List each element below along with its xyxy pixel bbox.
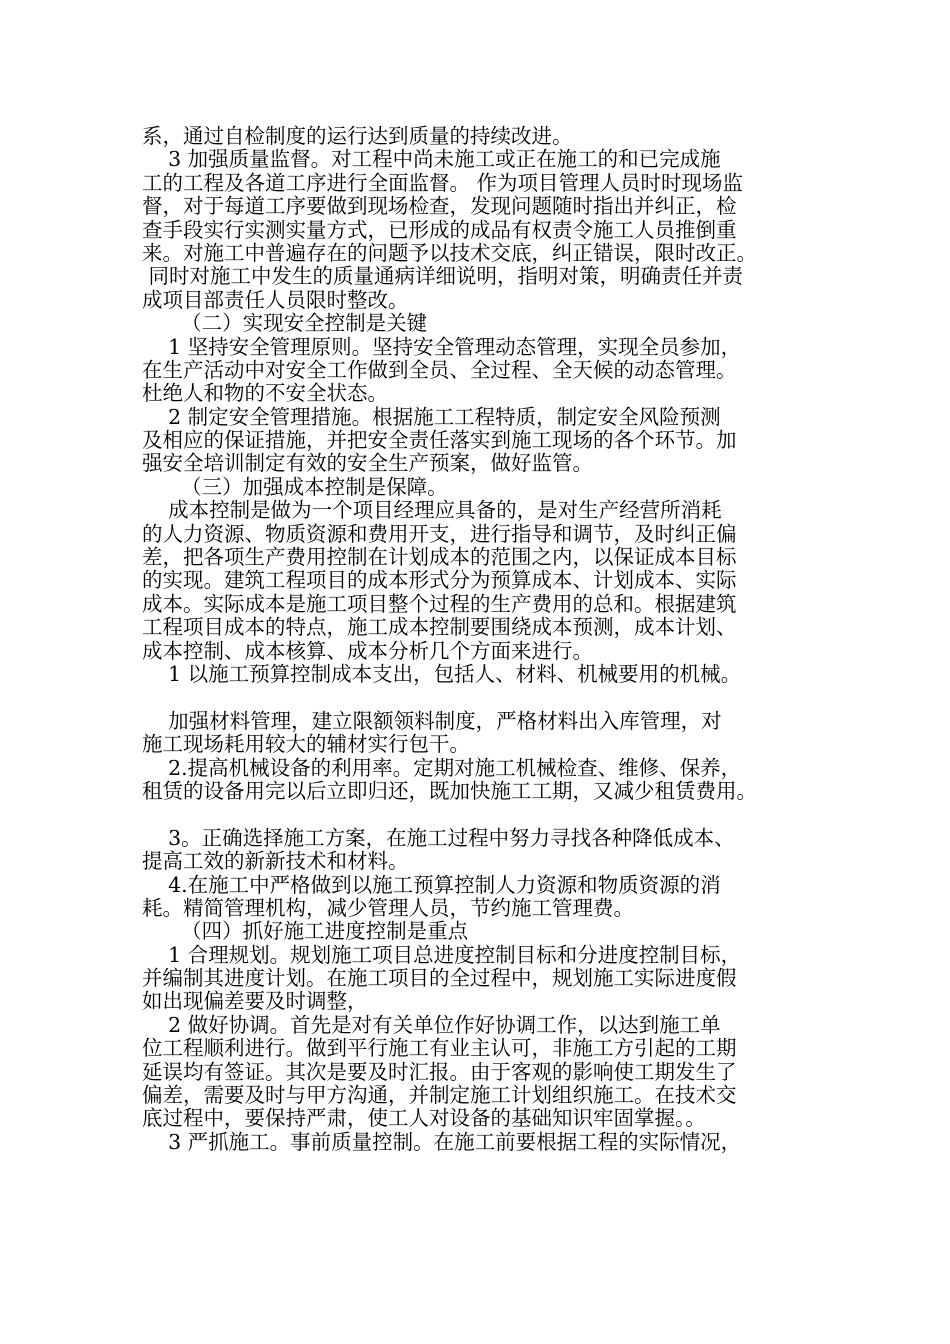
text-line: 3 加强质量监督。对工程中尚未施工或正在施工的和已完成施 — [142, 147, 721, 172]
text-line: 工程项目成本的特点，施工成本控制要围绕成本预测，成本计划、 — [142, 615, 737, 640]
text-line: （二）实现安全控制是关键 — [142, 311, 428, 336]
text-line: 成本控制是做为一个项目经理应具备的，是对生产经营所消耗 — [142, 498, 722, 523]
text-line: 提高工效的新新技术和材料。 — [142, 849, 409, 874]
text-line: 及相应的保证措施，并把安全责任落实到施工现场的各个环节。加 — [142, 428, 737, 453]
text-line: 在生产活动中对安全工作做到全员、全过程、全天候的动态管理。 — [142, 357, 737, 382]
text-line: （三）加强成本控制是保障。 — [142, 474, 448, 499]
text-line: 来。对施工中普遍存在的问题予以技术交底，纠正错误，限时改正。 — [142, 240, 757, 265]
text-line: 耗。精简管理机构，减少管理人员，节约施工管理费。 — [142, 895, 634, 920]
text-line: 成本。实际成本是施工项目整个过程的生产费用的总和。根据建筑 — [142, 591, 737, 616]
text-line: 强安全培训制定有效的安全生产预案，做好监管。 — [142, 451, 593, 476]
text-line: 系，通过自检制度的运行达到质量的持续改进。 — [142, 124, 573, 148]
text-line: 2.提高机械设备的利用率。定期对施工机械检查、维修、保养， — [142, 755, 742, 780]
text-line: 底过程中，要保持严肃，使工人对设备的基础知识牢固掌握。。 — [142, 1106, 706, 1131]
text-line: 杜绝人和物的不安全状态。 — [142, 381, 388, 406]
text-line: 2 制定安全管理措施。根据施工工程特质，制定安全风险预测 — [142, 404, 721, 429]
text-line: 2 做好协调。首先是对有关单位作好协调工作，以达到施工单 — [142, 1012, 721, 1037]
text-line: 偏差，需要及时与甲方沟通，并制定施工计划组织施工。在技术交 — [142, 1083, 737, 1108]
text-line — [142, 803, 808, 826]
text-line: 如出现偏差要及时调整， — [142, 989, 368, 1014]
text-line: 同时对施工中发生的质量通病详细说明，指明对策，明确责任并责 — [142, 264, 744, 289]
text-line: 成本控制、成本核算、成本分析几个方面来进行。 — [142, 638, 593, 663]
text-line: 1 以施工预算控制成本支出，包括人、材料、机械要用的机械。 — [142, 661, 742, 686]
text-line: 工的工程及各道工序进行全面监督。 作为项目管理人员时时现场监 — [142, 170, 744, 195]
text-line: 1 合理规划。规划施工项目总进度控制目标和分进度控制目标， — [142, 942, 742, 967]
text-line: 延误均有签证。其次是要及时汇报。由于客观的影响使工期发生了 — [142, 1059, 737, 1084]
text-line: 位工程顺利进行。做到平行施工有业主认可，非施工方引起的工期 — [142, 1036, 737, 1061]
text-line: 加强材料管理，建立限额领料制度，严格材料出入库管理，对 — [142, 708, 722, 733]
text-line: 租赁的设备用完以后立即归还，既加快施工工期，又减少租赁费用。 — [142, 778, 757, 803]
text-line: 督，对于每道工序要做到现场检查，发现问题随时指出并纠正，检 — [142, 194, 737, 219]
text-line: 查手段实行实测实量方式，已形成的成品有权责令施工人员推倒重 — [142, 217, 737, 242]
text-line: 成项目部责任人员限时整改。 — [142, 287, 409, 312]
text-line: 1 坚持安全管理原则。坚持安全管理动态管理，实现全员参加， — [142, 334, 742, 359]
text-line: 3。正确选择施工方案，在施工过程中努力寻找各种降低成本、 — [142, 825, 735, 850]
text-line: （四）抓好施工进度控制是重点 — [142, 919, 469, 944]
text-line — [142, 686, 808, 709]
text-line: 4.在施工中严格做到以施工预算控制人力资源和物质资源的消 — [142, 872, 721, 897]
text-line: 并编制其进度计划。在施工项目的全过程中，规划施工实际进度假 — [142, 966, 737, 991]
text-line: 3 严抓施工。事前质量控制。在施工前要根据工程的实际情况， — [142, 1129, 742, 1154]
text-line: 的人力资源、物质资源和费用开支，进行指导和调节，及时纠正偏 — [142, 521, 737, 546]
document-body — [142, 125, 808, 1154]
text-line: 的实现。建筑工程项目的成本形式分为预算成本、计划成本、实际 — [142, 568, 737, 593]
text-line: 差，把各项生产费用控制在计划成本的范围之内，以保证成本目标 — [142, 545, 737, 570]
text-line: 施工现场耗用较大的辅材实行包干。 — [142, 732, 470, 757]
